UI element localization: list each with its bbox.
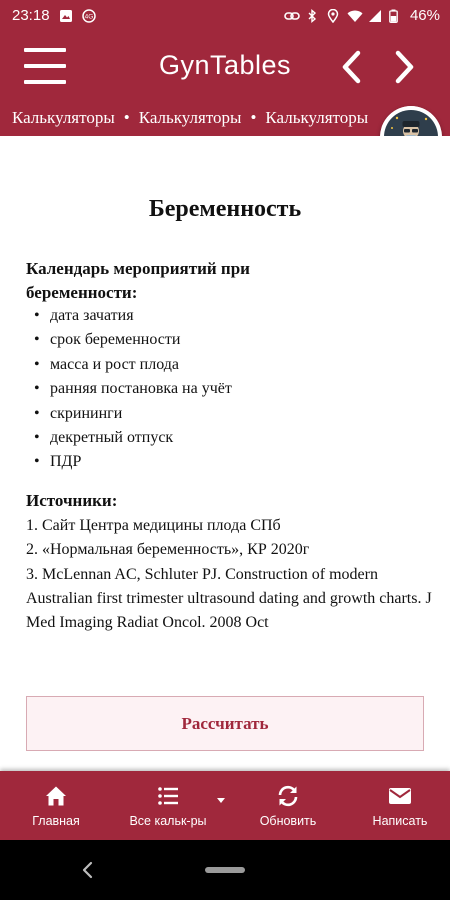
battery-icon [389, 9, 403, 23]
nav-item-all-calculators[interactable] [118, 771, 218, 840]
sources-heading: Источники: [26, 491, 118, 510]
battery-percent: 46% [409, 7, 440, 24]
status-bar [0, 0, 450, 32]
list-item: • скрининги [26, 402, 232, 426]
image-notification-icon [59, 9, 73, 23]
calculate-button[interactable]: Рассчитать [26, 696, 424, 751]
system-back-icon[interactable] [80, 861, 96, 879]
list-item: • срок беременности [26, 328, 232, 352]
ticker-item[interactable]: Калькуляторы [12, 108, 115, 127]
source-item: 1. Сайт Центра медицины плода СПб [26, 517, 281, 534]
sources-list [26, 514, 436, 635]
status-time: 23:18 [12, 7, 50, 24]
nav-label: Написать [372, 814, 428, 828]
source-item: 2. «Нормальная беременность», КР 2020г [26, 541, 310, 559]
link-icon [284, 9, 298, 23]
bottom-nav [0, 771, 450, 840]
svg-text:4G: 4G [84, 13, 93, 21]
ticker-item[interactable]: Калькуляторы [138, 108, 242, 127]
refresh-icon [275, 783, 301, 809]
forward-arrow-icon[interactable] [390, 48, 420, 86]
system-nav-bar [0, 840, 450, 900]
ticker-item[interactable]: Калькуляторы [265, 108, 369, 127]
signal-icon [368, 9, 382, 23]
nav-label: Обновить [259, 814, 317, 828]
source-item: 3. McLennan AC, Schluter PJ. Construction of modern Australian first trimester ultrasound dating and growth charts. J Med Imaging Radiat Oncol. 2008 Oct [26, 565, 432, 632]
wifi-icon [347, 9, 361, 23]
list-item: • дата зачатия [26, 304, 232, 328]
back-arrow-icon[interactable] [336, 48, 366, 86]
nav-label: Все кальк-ры [129, 814, 207, 828]
nav-item-refresh[interactable] [244, 771, 332, 840]
nav-item-home[interactable] [12, 771, 100, 840]
ticker-bar: Калькуляторы • Калькуляторы • Калькуляторы [0, 102, 450, 136]
calendar-heading: Календарь мероприятий при беременности: [26, 259, 250, 302]
list-item: • масса и рост плода [26, 353, 232, 377]
list-item: • ранняя постановка на учёт [26, 377, 232, 401]
list-item: • декретный отпуск [26, 426, 232, 450]
nav-item-write[interactable] [356, 771, 444, 840]
calendar-list [26, 304, 232, 475]
list-item: • ПДР [26, 450, 232, 474]
dropdown-caret-icon[interactable] [217, 798, 225, 803]
sim-card-icon [82, 9, 96, 23]
location-icon [326, 9, 340, 23]
nav-label: Главная [32, 814, 80, 828]
bluetooth-icon [305, 9, 319, 23]
main-content [0, 136, 450, 776]
page-title: Беременность [148, 196, 302, 222]
app-title: GynTables [158, 50, 292, 80]
mail-icon [387, 783, 413, 809]
home-icon [43, 783, 69, 809]
list-icon [155, 783, 181, 809]
system-home-pill[interactable] [205, 867, 245, 873]
app-bar [0, 32, 450, 102]
